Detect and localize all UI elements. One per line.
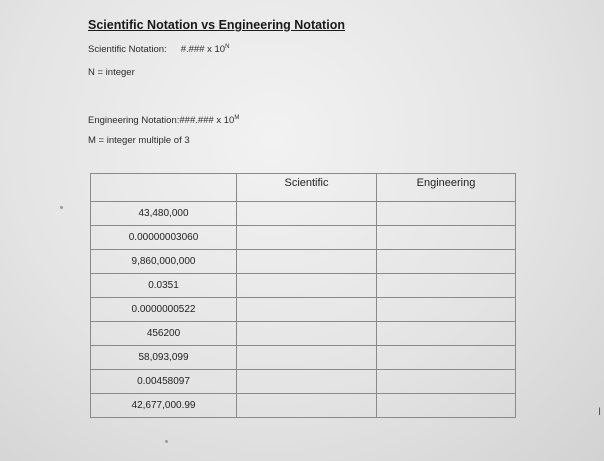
scientific-notation-format: #.### x 10 [180, 44, 226, 55]
text-cursor-icon: I [597, 406, 601, 418]
value-cell: 42,677,000.99 [91, 394, 237, 418]
value-cell: 43,480,000 [91, 202, 237, 226]
table-row [91, 274, 516, 298]
value-cell: 0.00000003060 [91, 226, 237, 250]
scientific-notation-line [88, 44, 229, 55]
table-row [91, 298, 516, 322]
scientific-exponent: N [225, 44, 230, 50]
engineering-answer-cell[interactable] [377, 346, 516, 370]
engineering-answer-cell[interactable] [377, 394, 516, 418]
engineering-answer-cell[interactable] [377, 322, 516, 346]
paper-speck [60, 206, 63, 209]
table-row [91, 226, 516, 250]
value-cell: 456200 [91, 322, 237, 346]
engineering-notation-label: Engineering Notation: [88, 115, 180, 126]
conversion-table [90, 173, 516, 418]
scientific-answer-cell[interactable] [237, 394, 377, 418]
scientific-answer-cell[interactable] [237, 202, 377, 226]
engineering-answer-cell[interactable] [377, 202, 516, 226]
scientific-answer-cell[interactable] [237, 250, 377, 274]
page-title: Scientific Notation vs Engineering Notation [88, 18, 345, 32]
paper-speck [165, 440, 168, 443]
table-row [91, 202, 516, 226]
scientific-answer-cell[interactable] [237, 274, 377, 298]
engineering-notation-line [88, 115, 239, 126]
engineering-answer-cell[interactable] [377, 298, 516, 322]
scientific-answer-cell[interactable] [237, 322, 377, 346]
engineering-rule: M = integer multiple of 3 [88, 135, 190, 146]
table-row [91, 322, 516, 346]
table-row [91, 250, 516, 274]
scientific-answer-cell[interactable] [237, 370, 377, 394]
value-cell: 0.0000000522 [91, 298, 237, 322]
header-scientific: Scientific [237, 174, 377, 202]
header-value [91, 174, 237, 202]
table-header-row [91, 174, 516, 202]
scientific-answer-cell[interactable] [237, 346, 377, 370]
engineering-notation-format: ###.### x 10 [179, 115, 235, 126]
scientific-notation-label: Scientific Notation: [88, 44, 167, 55]
engineering-answer-cell[interactable] [377, 274, 516, 298]
table-row [91, 346, 516, 370]
header-engineering: Engineering [377, 174, 516, 202]
scientific-answer-cell[interactable] [237, 226, 377, 250]
value-cell: 0.00458097 [91, 370, 237, 394]
scientific-answer-cell[interactable] [237, 298, 377, 322]
value-cell: 9,860,000,000 [91, 250, 237, 274]
engineering-answer-cell[interactable] [377, 250, 516, 274]
table-row [91, 394, 516, 418]
value-cell: 0.0351 [91, 274, 237, 298]
table-row [91, 370, 516, 394]
engineering-answer-cell[interactable] [377, 226, 516, 250]
value-cell: 58,093,099 [91, 346, 237, 370]
engineering-exponent: M [234, 115, 240, 121]
engineering-answer-cell[interactable] [377, 370, 516, 394]
scientific-rule: N = integer [88, 67, 135, 78]
